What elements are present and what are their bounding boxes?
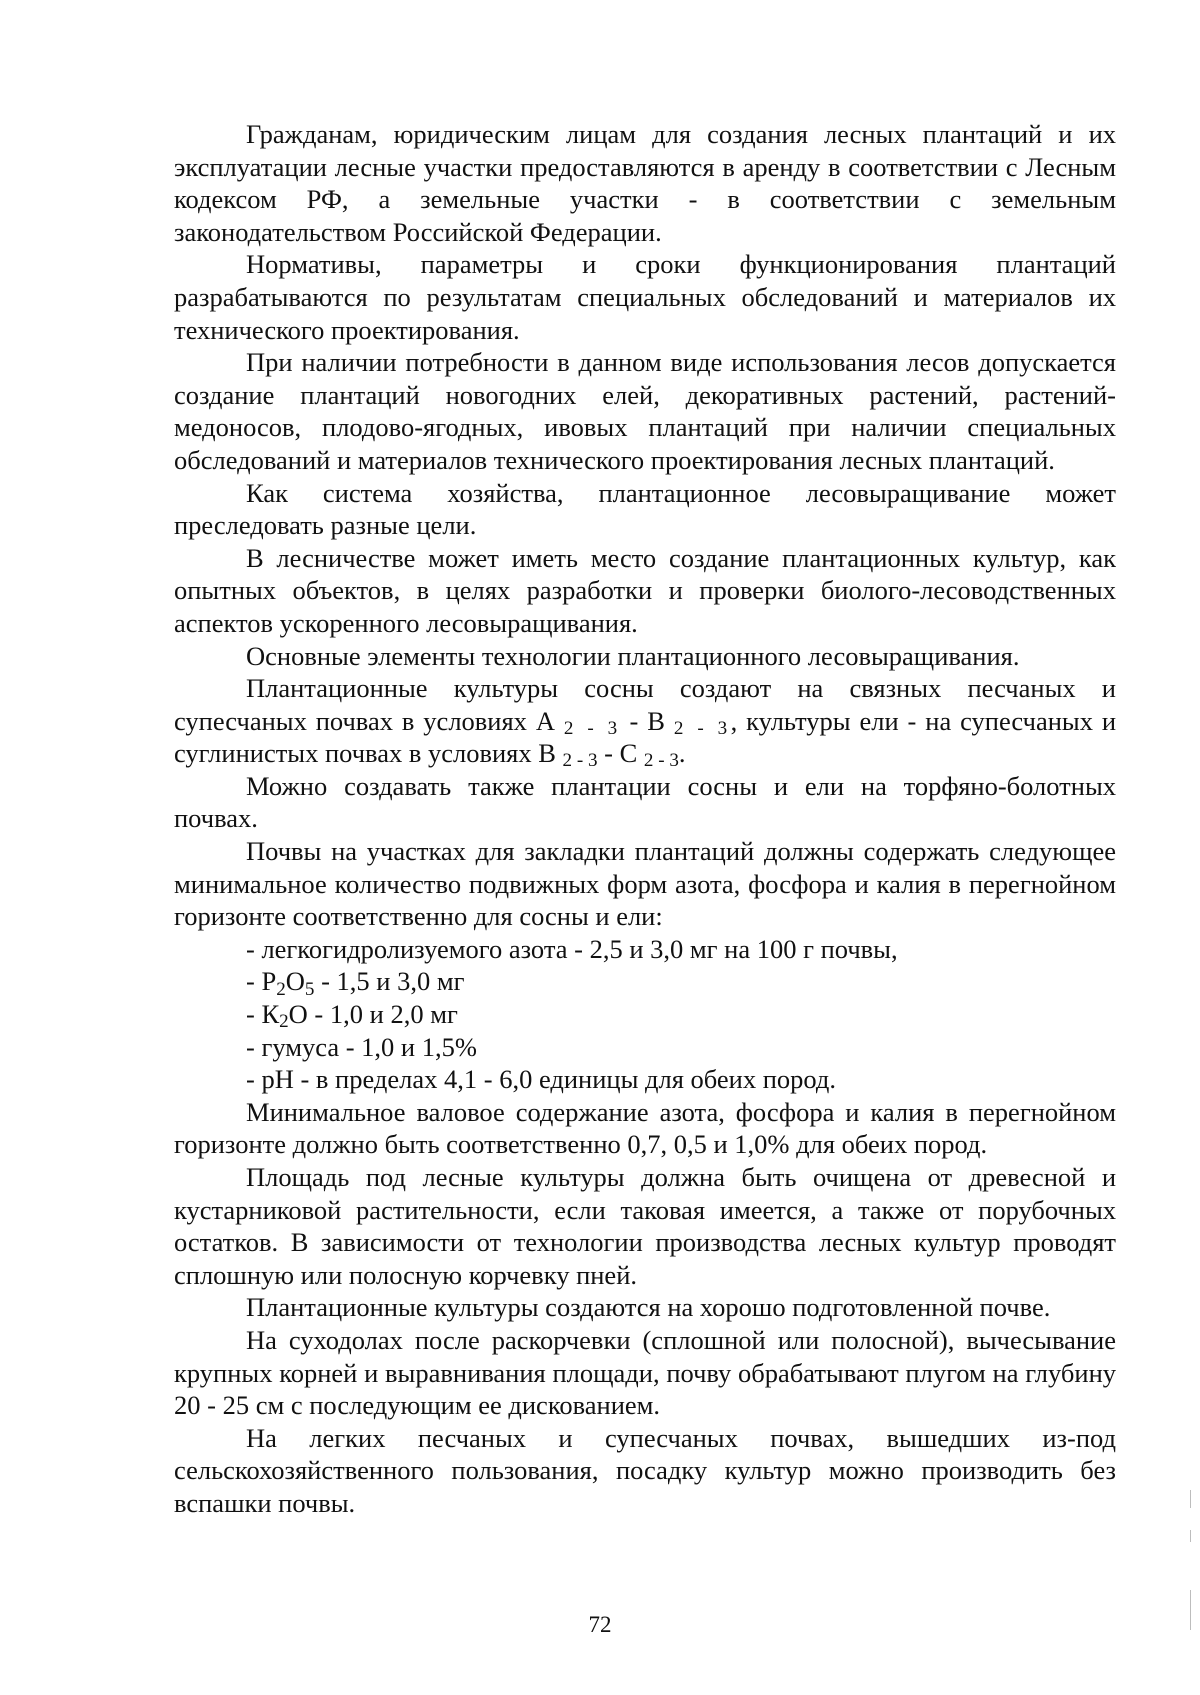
scan-artifact-mark xyxy=(1190,1590,1191,1630)
soil-text-5: . xyxy=(678,738,686,769)
paragraph-light-soils: На легких песчаных и супесчаных почвах, вышедших из-под сельскохозяйственного пользования, посадку культур можно производить без вспашки почвы. xyxy=(174,1422,1116,1518)
k2o-suffix: О - 1,0 и 2,0 мг xyxy=(288,999,458,1030)
p2o5-mid: О xyxy=(285,966,305,997)
k2o-sub: 2 xyxy=(279,1011,289,1033)
page-number: 72 xyxy=(588,1612,612,1637)
soil-sub-3: 2 - 3 xyxy=(562,750,598,772)
document-body xyxy=(174,118,1116,1520)
p2o5-suffix: - 1,5 и 3,0 мг xyxy=(314,966,465,997)
scan-artifact-mark xyxy=(1190,1530,1191,1542)
paragraph-gross-content: Минимальное валовое содержание азота, фосфора и калия в перегнойном горизонте должно быть соответственно 0,7, 0,5 и 1,0% для обеих пород. xyxy=(174,1096,1116,1160)
soil-text-3: , культуры ели - на супесчаных и суглинистых почвах в условиях В xyxy=(174,705,1117,769)
p2o5-sub-b: 5 xyxy=(304,978,315,1000)
soil-sub-1: 2 - 3 xyxy=(563,717,621,739)
paragraph-management-system: Как система хозяйства, плантационное лесовыращивание может преследовать разные цели. xyxy=(174,477,1116,541)
paragraph-nutrient-requirements: Почвы на участках для закладки плантаций должны содержать следующее минимальное количество подвижных форм азота, фосфора и калия в перегнойном горизонте соответственно для сосны и ели: xyxy=(174,836,1116,932)
paragraph-peat-soils: Можно создавать также плантации сосны и ели на торфяно-болотных почвах. xyxy=(174,770,1116,834)
soil-text-1: Плантационные культуры сосны создают на связных песчаных и супесчаных почвах в условиях А xyxy=(174,673,1116,736)
list-item-ph: - рН - в пределах 4,1 - 6,0 единицы для обеих пород. xyxy=(246,1064,837,1095)
k2o-prefix: - К xyxy=(246,999,280,1030)
paragraph-plantation-types: При наличии потребности в данном виде использования лесов допускается создание плантаций новогодних елей, декоративных растений, растений-медоносов, плодово-ягодных, ивовых плантаций при наличии специальных обследований и материалов технического проектирования лесных плантаций. xyxy=(174,347,1116,475)
p2o5-sub-a: 2 xyxy=(276,978,286,1000)
soil-sub-4: 2 - 3 xyxy=(643,750,679,772)
paragraph-norms: Нормативы, параметры и сроки функционирования плантаций разрабатываются по результатам специальных обследований и материалов их технического проектирования. xyxy=(174,249,1116,345)
paragraph-experimental-objects: В лесничестве может иметь место создание плантационных культур, как опытных объектов, в целях разработки и проверки биолого-лесоводственных аспектов ускоренного лесовыращивания. xyxy=(174,542,1116,638)
scan-artifact-mark xyxy=(1190,1490,1191,1508)
list-item-phosphorus xyxy=(174,965,1116,998)
paragraph-technology-heading: Основные элементы технологии плантационного лесовыращивания. xyxy=(246,640,1020,671)
paragraph-site-clearing: Площадь под лесные культуры должна быть очищена от древесной и кустарниковой растительности, если таковая имеется, а также от порубочных остатков. В зависимости от технологии производства лесных культур проводят сплошную или полосную корчевку пней. xyxy=(174,1162,1116,1290)
list-item-potassium xyxy=(174,998,1116,1031)
soil-text-2: - В xyxy=(620,705,665,736)
paragraph-soil-conditions xyxy=(174,672,1116,770)
paragraph-dry-lands: На суходолах после раскорчевки (сплошной или полосной), вычесывание крупных корней и выравнивания площади, почву обрабатывают плугом на глубину 20 - 25 см с последующим ее дискованием. xyxy=(174,1324,1116,1421)
list-item-nitrogen: - легкогидролизуемого азота - 2,5 и 3,0 мг на 100 г почвы, xyxy=(246,933,898,964)
list-item-humus: - гумуса - 1,0 и 1,5% xyxy=(246,1031,477,1062)
paragraph-soil-preparation: Плантационные культуры создаются на хорошо подготовленной почве. xyxy=(246,1292,1051,1323)
paragraph-land-lease: Гражданам, юридическим лицам для создания лесных плантаций и их эксплуатации лесные участки предоставляются в аренду в соответствии с Лесным кодексом РФ, а земельные участки - в соответствии с земельным законодательством Российской Федерации. xyxy=(174,119,1116,247)
p2o5-prefix: - Р xyxy=(246,966,277,997)
soil-sub-2: 2 - 3 xyxy=(673,717,731,739)
soil-text-4: - С xyxy=(597,738,638,769)
